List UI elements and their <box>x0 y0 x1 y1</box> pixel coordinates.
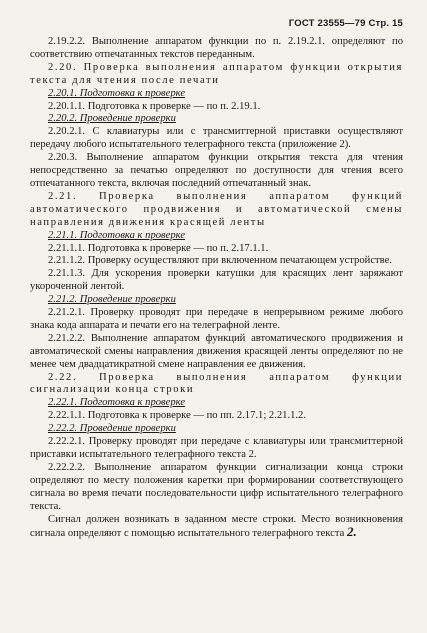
subsection-heading: 2.21.2. Проведение проверки <box>48 294 176 306</box>
paragraph: 2.22.1.1. Подготовка к проверке — по пп. 2.17.1; 2.21.1.2. <box>48 410 306 422</box>
standard-number: ГОСТ 23555—79 <box>288 18 366 29</box>
paragraph: 2.21.1.1. Подготовка к проверке — по п. 2.17.1.1. <box>48 242 269 254</box>
page-number: Стр. 15 <box>368 18 403 29</box>
paragraph: Сигнал должен возникать в заданном месте строки. Место возникновения сигнала определяют с помощью испытательного телеграфного текста 2. <box>30 513 403 540</box>
paragraph: 2.21.1.2. Проверку осуществляют при включенном печатающем устройстве. <box>48 255 392 267</box>
subsection-heading: 2.20.2. Проведение проверки <box>48 113 176 125</box>
handwritten-mark: 2. <box>346 524 357 540</box>
paragraph: 2.21.2.2. Выполнение аппаратом функций автоматического продвижения и автоматической смены направления движения красящей ленты определяют по не менее чем двадцатикратной смене направления ее движения. <box>30 332 403 370</box>
paragraph: 2.22.2.2. Выполнение аппаратом функции сигнализации конца строки определяют по месту положения каретки при формировании соответствующего сигнала во время печати последовательности цифр испытательного телеграфного текста. <box>30 461 403 512</box>
paragraph: 2.20.1.1. Подготовка к проверке — по п. 2.19.1. <box>48 100 261 112</box>
paragraph: 2.21.1.3. Для ускорения проверки катушки для красящих лент заряжают укороченной лентой. <box>30 268 403 293</box>
subsection-heading: 2.22.2. Проведение проверки <box>48 423 176 435</box>
subsection-heading: 2.22.1. Подготовка к проверке <box>48 397 186 409</box>
paragraph: 2.19.2.2. Выполнение аппаратом функции по п. 2.19.2.1. определяют по соответствию отпечатанных текстов переданным. <box>30 36 403 60</box>
section-heading: 2.21. Проверка выполнения аппаратом функций автоматического продвижения и автоматической смены направления движения красящей ленты <box>30 190 403 228</box>
subsection-heading: 2.20.1. Подготовка к проверке <box>48 87 186 99</box>
section-heading: 2.22. Проверка выполнения аппаратом функции сигнализации конца строки <box>30 371 403 396</box>
body-text <box>30 36 403 541</box>
section-heading: 2.20. Проверка выполнения аппаратом функции открытия текста для чтения после печати <box>30 61 403 86</box>
paragraph: 2.22.2.1. Проверку проводят при передаче с клавиатуры или трансмиттерной приставки испытательного телеграфного текста 2. <box>30 436 403 460</box>
page-header <box>30 18 403 29</box>
subsection-heading: 2.21.1. Подготовка к проверке <box>48 229 186 241</box>
paragraph: 2.20.3. Выполнение аппаратом функции открытия текста для чтения непосредственно за печатью определяют по доступности для чтения всего отпечатанного текста, включая последний отпечатанный знак. <box>30 152 403 189</box>
paragraph: 2.21.2.1. Проверку проводят при передаче в непрерывном режиме любого знака кода аппарата и печати его на телеграфной ленте. <box>30 307 403 331</box>
paragraph: 2.20.2.1. С клавиатуры или с трансмиттерной приставки осуществляют передачу любого испытательного телеграфного текста (приложение 2). <box>30 126 403 151</box>
